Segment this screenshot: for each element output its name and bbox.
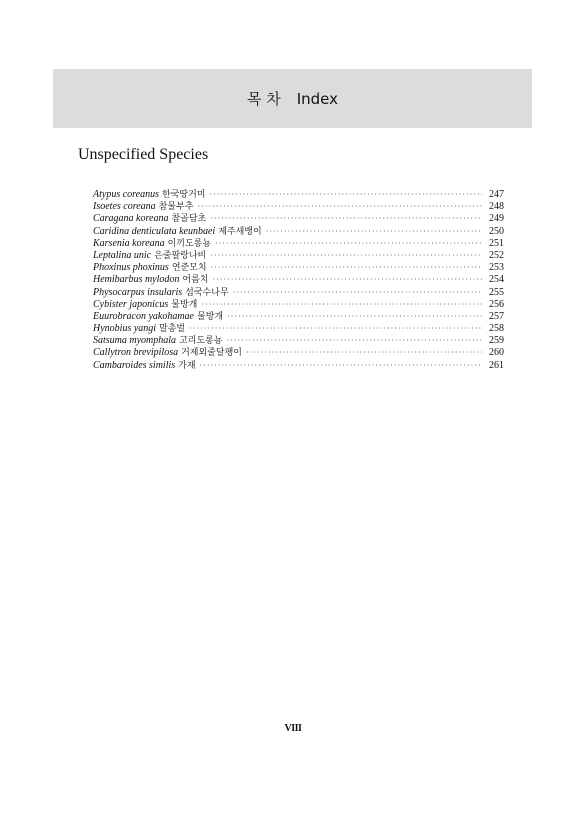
species-scientific-name: Euurobracon yakohamae <box>93 310 194 322</box>
index-entry[interactable] <box>93 287 504 299</box>
dot-leader <box>266 226 482 238</box>
species-scientific-name: Callytron brevipilosa <box>93 347 179 359</box>
index-entry[interactable] <box>93 360 504 372</box>
index-entry[interactable] <box>93 262 504 274</box>
species-scientific-name: Hemibarbus mylodon <box>93 274 180 286</box>
index-entry[interactable] <box>93 238 504 250</box>
dot-leader <box>215 238 482 250</box>
index-entry[interactable] <box>93 311 504 323</box>
page-number: 260 <box>489 347 504 359</box>
species-korean-name: 제주새뱅이 <box>218 226 262 237</box>
page-number: 261 <box>489 359 504 371</box>
index-entry[interactable] <box>93 299 504 311</box>
dot-leader <box>201 299 482 311</box>
species-korean-name: 은줄팔랑나비 <box>154 250 207 261</box>
page-number: 248 <box>489 201 504 213</box>
species-korean-name: 가재 <box>178 360 196 371</box>
species-scientific-name: Caridina denticulata keunbaei <box>93 225 216 237</box>
species-scientific-name: Isoetes coreana <box>93 201 156 213</box>
header-band <box>53 69 532 128</box>
page-number: 250 <box>489 225 504 237</box>
species-korean-name: 고리도롱뇽 <box>179 336 223 347</box>
page-number: 254 <box>489 274 504 286</box>
page-number: 256 <box>489 298 504 310</box>
species-korean-name: 참골담초 <box>171 214 207 225</box>
species-korean-name: 이끼도롱뇽 <box>167 238 212 249</box>
index-entry[interactable] <box>93 213 504 225</box>
species-korean-name: 거제외줄달팽이 <box>181 348 242 359</box>
page-title-english: Index <box>296 89 339 108</box>
dot-leader <box>227 335 482 347</box>
dot-leader <box>233 287 482 299</box>
index-list <box>93 189 504 372</box>
species-korean-name: 물방개 <box>171 299 198 310</box>
index-entry[interactable] <box>93 274 504 286</box>
species-korean-name: 말총벌 <box>159 324 186 335</box>
species-scientific-name: Atypus coreanus <box>93 189 160 200</box>
species-scientific-name: Leptalina unic <box>93 249 152 261</box>
species-korean-name: 어름치 <box>182 275 209 286</box>
species-scientific-name: Cybister japonicus <box>93 298 169 310</box>
species-scientific-name: Karsenia koreana <box>93 237 165 249</box>
species-scientific-name: Physocarpus insularis <box>93 286 183 298</box>
page-number: 249 <box>489 213 504 225</box>
species-scientific-name: Phoxinus phoxinus <box>93 262 169 274</box>
dot-leader <box>200 360 482 372</box>
index-entry[interactable] <box>93 347 504 359</box>
dot-leader <box>210 189 483 201</box>
species-korean-name: 한국땅거미 <box>162 190 206 200</box>
page-number: 259 <box>489 335 504 347</box>
index-entry[interactable] <box>93 201 504 213</box>
species-korean-name: 연준모치 <box>171 263 207 274</box>
index-entry[interactable] <box>93 226 504 238</box>
page-title-korean: 목 차 <box>246 90 281 108</box>
species-korean-name: 참물부추 <box>158 202 194 213</box>
dot-leader <box>210 250 482 262</box>
page-number: 255 <box>489 286 504 298</box>
dot-leader <box>246 347 482 359</box>
dot-leader <box>211 262 482 274</box>
dot-leader <box>212 274 482 286</box>
index-entry[interactable] <box>93 189 504 201</box>
dot-leader <box>197 201 482 213</box>
species-scientific-name: Hynobius yangi <box>93 323 157 335</box>
page-number: 247 <box>489 189 504 200</box>
dot-leader <box>210 213 482 225</box>
dot-leader <box>227 311 482 323</box>
species-scientific-name: Caragana koreana <box>93 213 169 225</box>
page-number: 257 <box>489 310 504 322</box>
species-korean-name: 섬국수나무 <box>185 287 229 298</box>
dot-leader <box>189 323 482 335</box>
page-number: 253 <box>489 262 504 274</box>
index-entry[interactable] <box>93 250 504 262</box>
page-number: 252 <box>489 249 504 261</box>
page-title <box>247 88 338 109</box>
species-scientific-name: Cambaroides similis <box>93 359 176 371</box>
species-korean-name: 물방개 <box>197 311 224 322</box>
section-title: Unspecified Species <box>78 146 209 163</box>
page-number: 251 <box>489 237 504 249</box>
page-number: 258 <box>489 323 504 335</box>
page-folio: VIII <box>284 723 302 734</box>
species-scientific-name: Satsuma myomphala <box>93 335 177 347</box>
index-entry[interactable] <box>93 323 504 335</box>
index-entry[interactable] <box>93 335 504 347</box>
